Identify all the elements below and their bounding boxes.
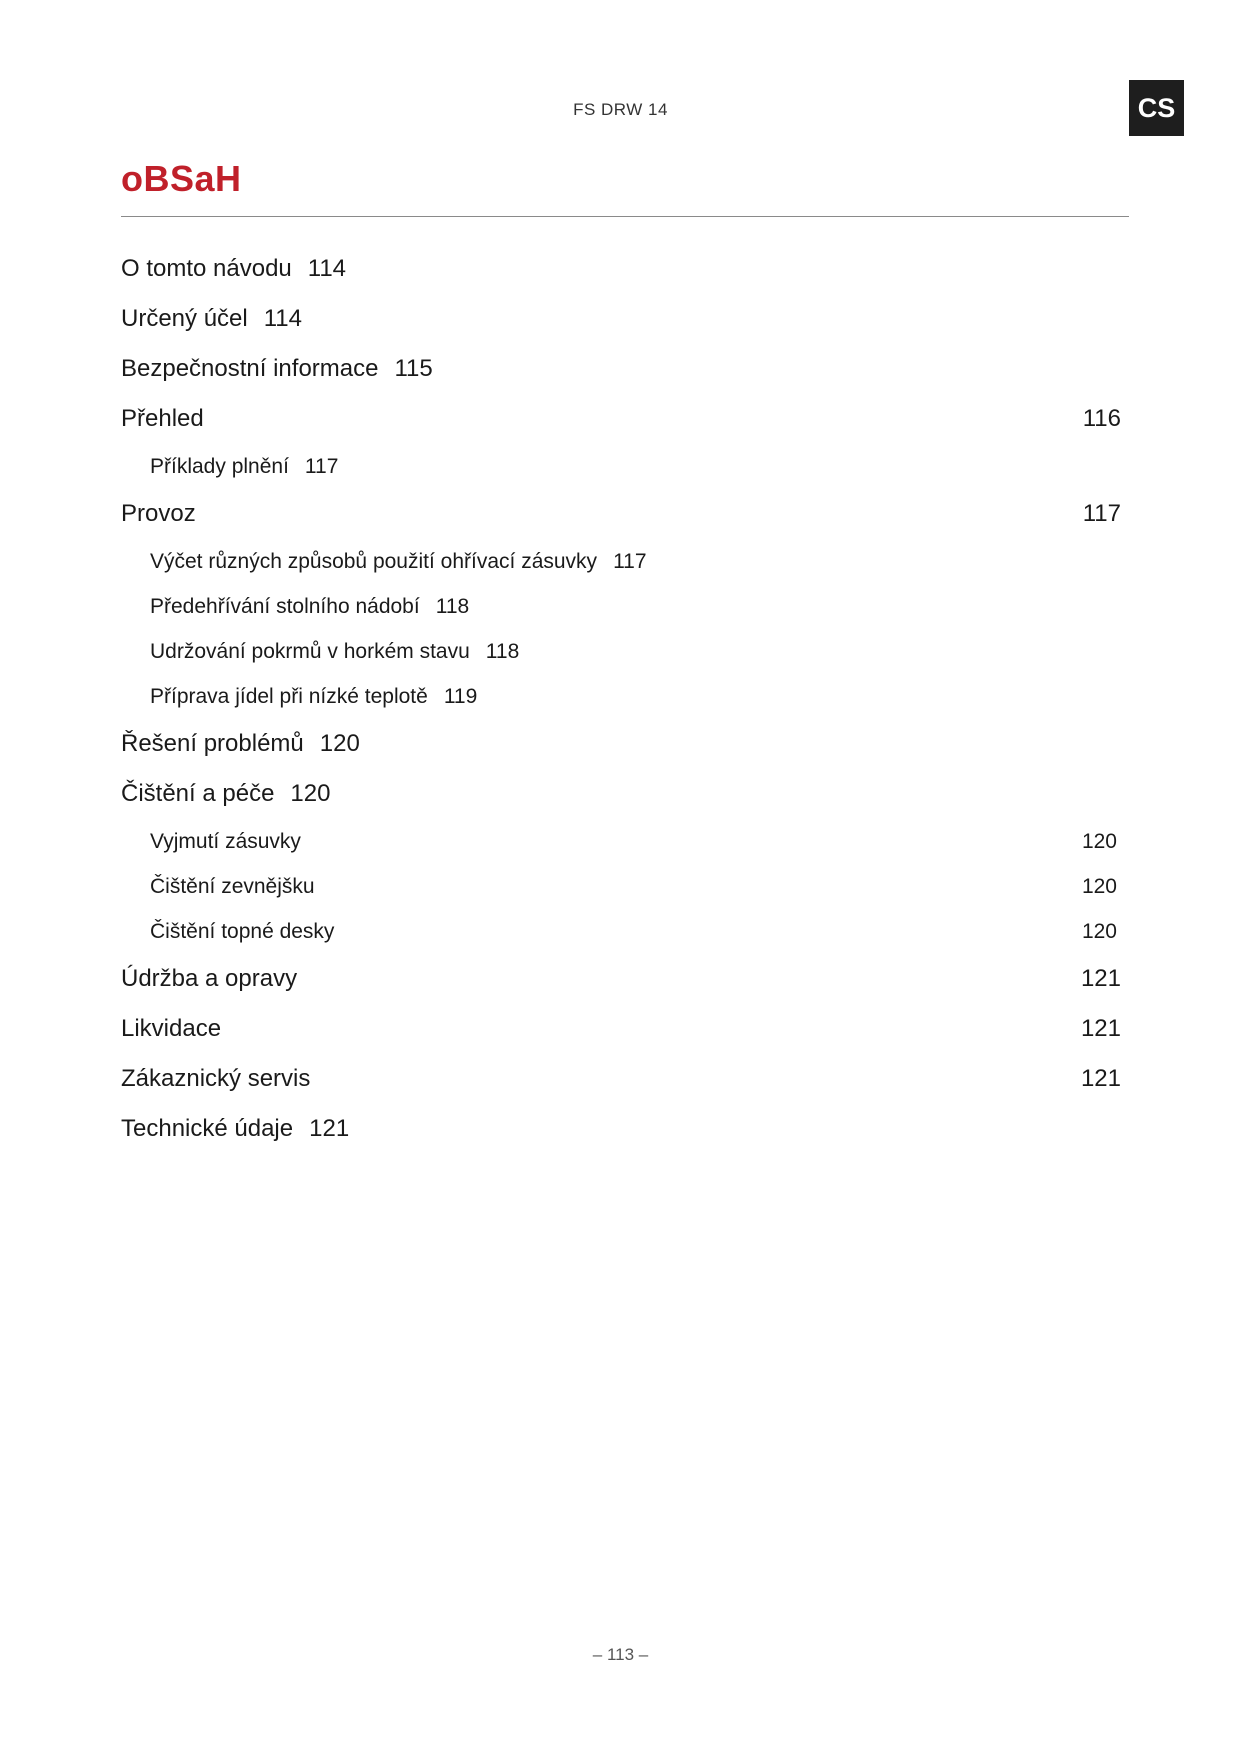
toc-entry[interactable]	[121, 1104, 1121, 1154]
toc-entry-label: Údržba a opravy	[121, 965, 298, 992]
toc-entry-label: Bezpečnostní informace	[121, 355, 379, 382]
toc-entry[interactable]	[121, 294, 1121, 344]
toc-entry-label: Předehřívání stolního nádobí	[150, 594, 420, 618]
title-divider	[121, 216, 1129, 217]
toc-entry[interactable]	[121, 954, 1121, 1004]
toc-entry-label: Určený účel	[121, 305, 248, 332]
toc-entry-page: 114	[307, 255, 347, 282]
toc-entry[interactable]	[121, 719, 1121, 769]
toc-entry[interactable]	[121, 909, 1121, 954]
toc-entry-label: Provoz	[121, 500, 196, 527]
toc-entry-page: 117	[613, 549, 647, 573]
toc-entry[interactable]	[121, 1054, 1121, 1104]
toc-entry-label: O tomto návodu	[121, 255, 292, 282]
toc-entry-label: Vyjmutí zásuvky	[150, 829, 301, 853]
toc-entry[interactable]	[121, 344, 1121, 394]
toc-entry-page: 117	[304, 454, 339, 478]
toc-entry-page: 120	[1081, 829, 1117, 853]
toc-entry[interactable]	[121, 584, 1121, 629]
toc-entry-label: Řešení problémů	[121, 730, 304, 757]
toc-entry-page: 120	[290, 780, 331, 807]
toc-entry-label: Zákaznický servis	[121, 1065, 311, 1092]
toc-entry-page: 121	[1080, 965, 1121, 992]
page-number: – 113 –	[592, 1645, 649, 1664]
toc-entry-page: 121	[1080, 1065, 1121, 1092]
toc-entry-label: Udržování pokrmů v horkém stavu	[150, 639, 470, 663]
toc-entry-label: Čištění a péče	[121, 780, 275, 807]
toc-entry-label: Čištění zevnějšku	[150, 874, 315, 898]
toc-entry-page: 121	[1080, 1015, 1121, 1042]
table-of-contents	[121, 244, 1121, 1154]
toc-entry-page: 120	[1081, 874, 1117, 898]
toc-entry-page: 118	[485, 639, 520, 663]
toc-entry-label: Čištění topné desky	[150, 919, 335, 943]
language-badge: CS	[1129, 80, 1184, 136]
toc-entry[interactable]	[121, 819, 1121, 864]
toc-entry-label: Příprava jídel při nízké teplotě	[150, 684, 428, 708]
toc-entry[interactable]	[121, 244, 1121, 294]
toc-entry-page: 117	[1082, 500, 1121, 527]
toc-entry-page: 118	[435, 594, 470, 618]
toc-entry[interactable]	[121, 489, 1121, 539]
toc-entry-label: Technické údaje	[121, 1115, 294, 1142]
toc-entry[interactable]	[121, 629, 1121, 674]
toc-entry-page: 115	[394, 355, 433, 382]
toc-entry-label: Likvidace	[121, 1015, 222, 1042]
toc-entry-label: Přehled	[121, 405, 204, 432]
toc-entry-page: 121	[309, 1115, 350, 1142]
toc-entry-page: 120	[1081, 919, 1117, 943]
toc-entry[interactable]	[121, 539, 1121, 584]
toc-entry-page: 120	[319, 730, 360, 757]
toc-entry-page: 116	[1082, 405, 1121, 432]
header-model-name: FS DRW 14	[573, 100, 668, 119]
page-title: oBSaH	[121, 158, 242, 199]
toc-entry[interactable]	[121, 674, 1121, 719]
toc-entry-page: 119	[443, 684, 478, 708]
toc-entry-label: Příklady plnění	[150, 454, 289, 478]
toc-entry[interactable]	[121, 1004, 1121, 1054]
toc-entry-page: 114	[263, 305, 302, 332]
toc-entry[interactable]	[121, 444, 1121, 489]
toc-entry-label: Výčet různých způsobů použití ohřívací zásuvky	[150, 549, 598, 573]
toc-entry[interactable]	[121, 769, 1121, 819]
toc-entry[interactable]	[121, 394, 1121, 444]
toc-entry[interactable]	[121, 864, 1121, 909]
